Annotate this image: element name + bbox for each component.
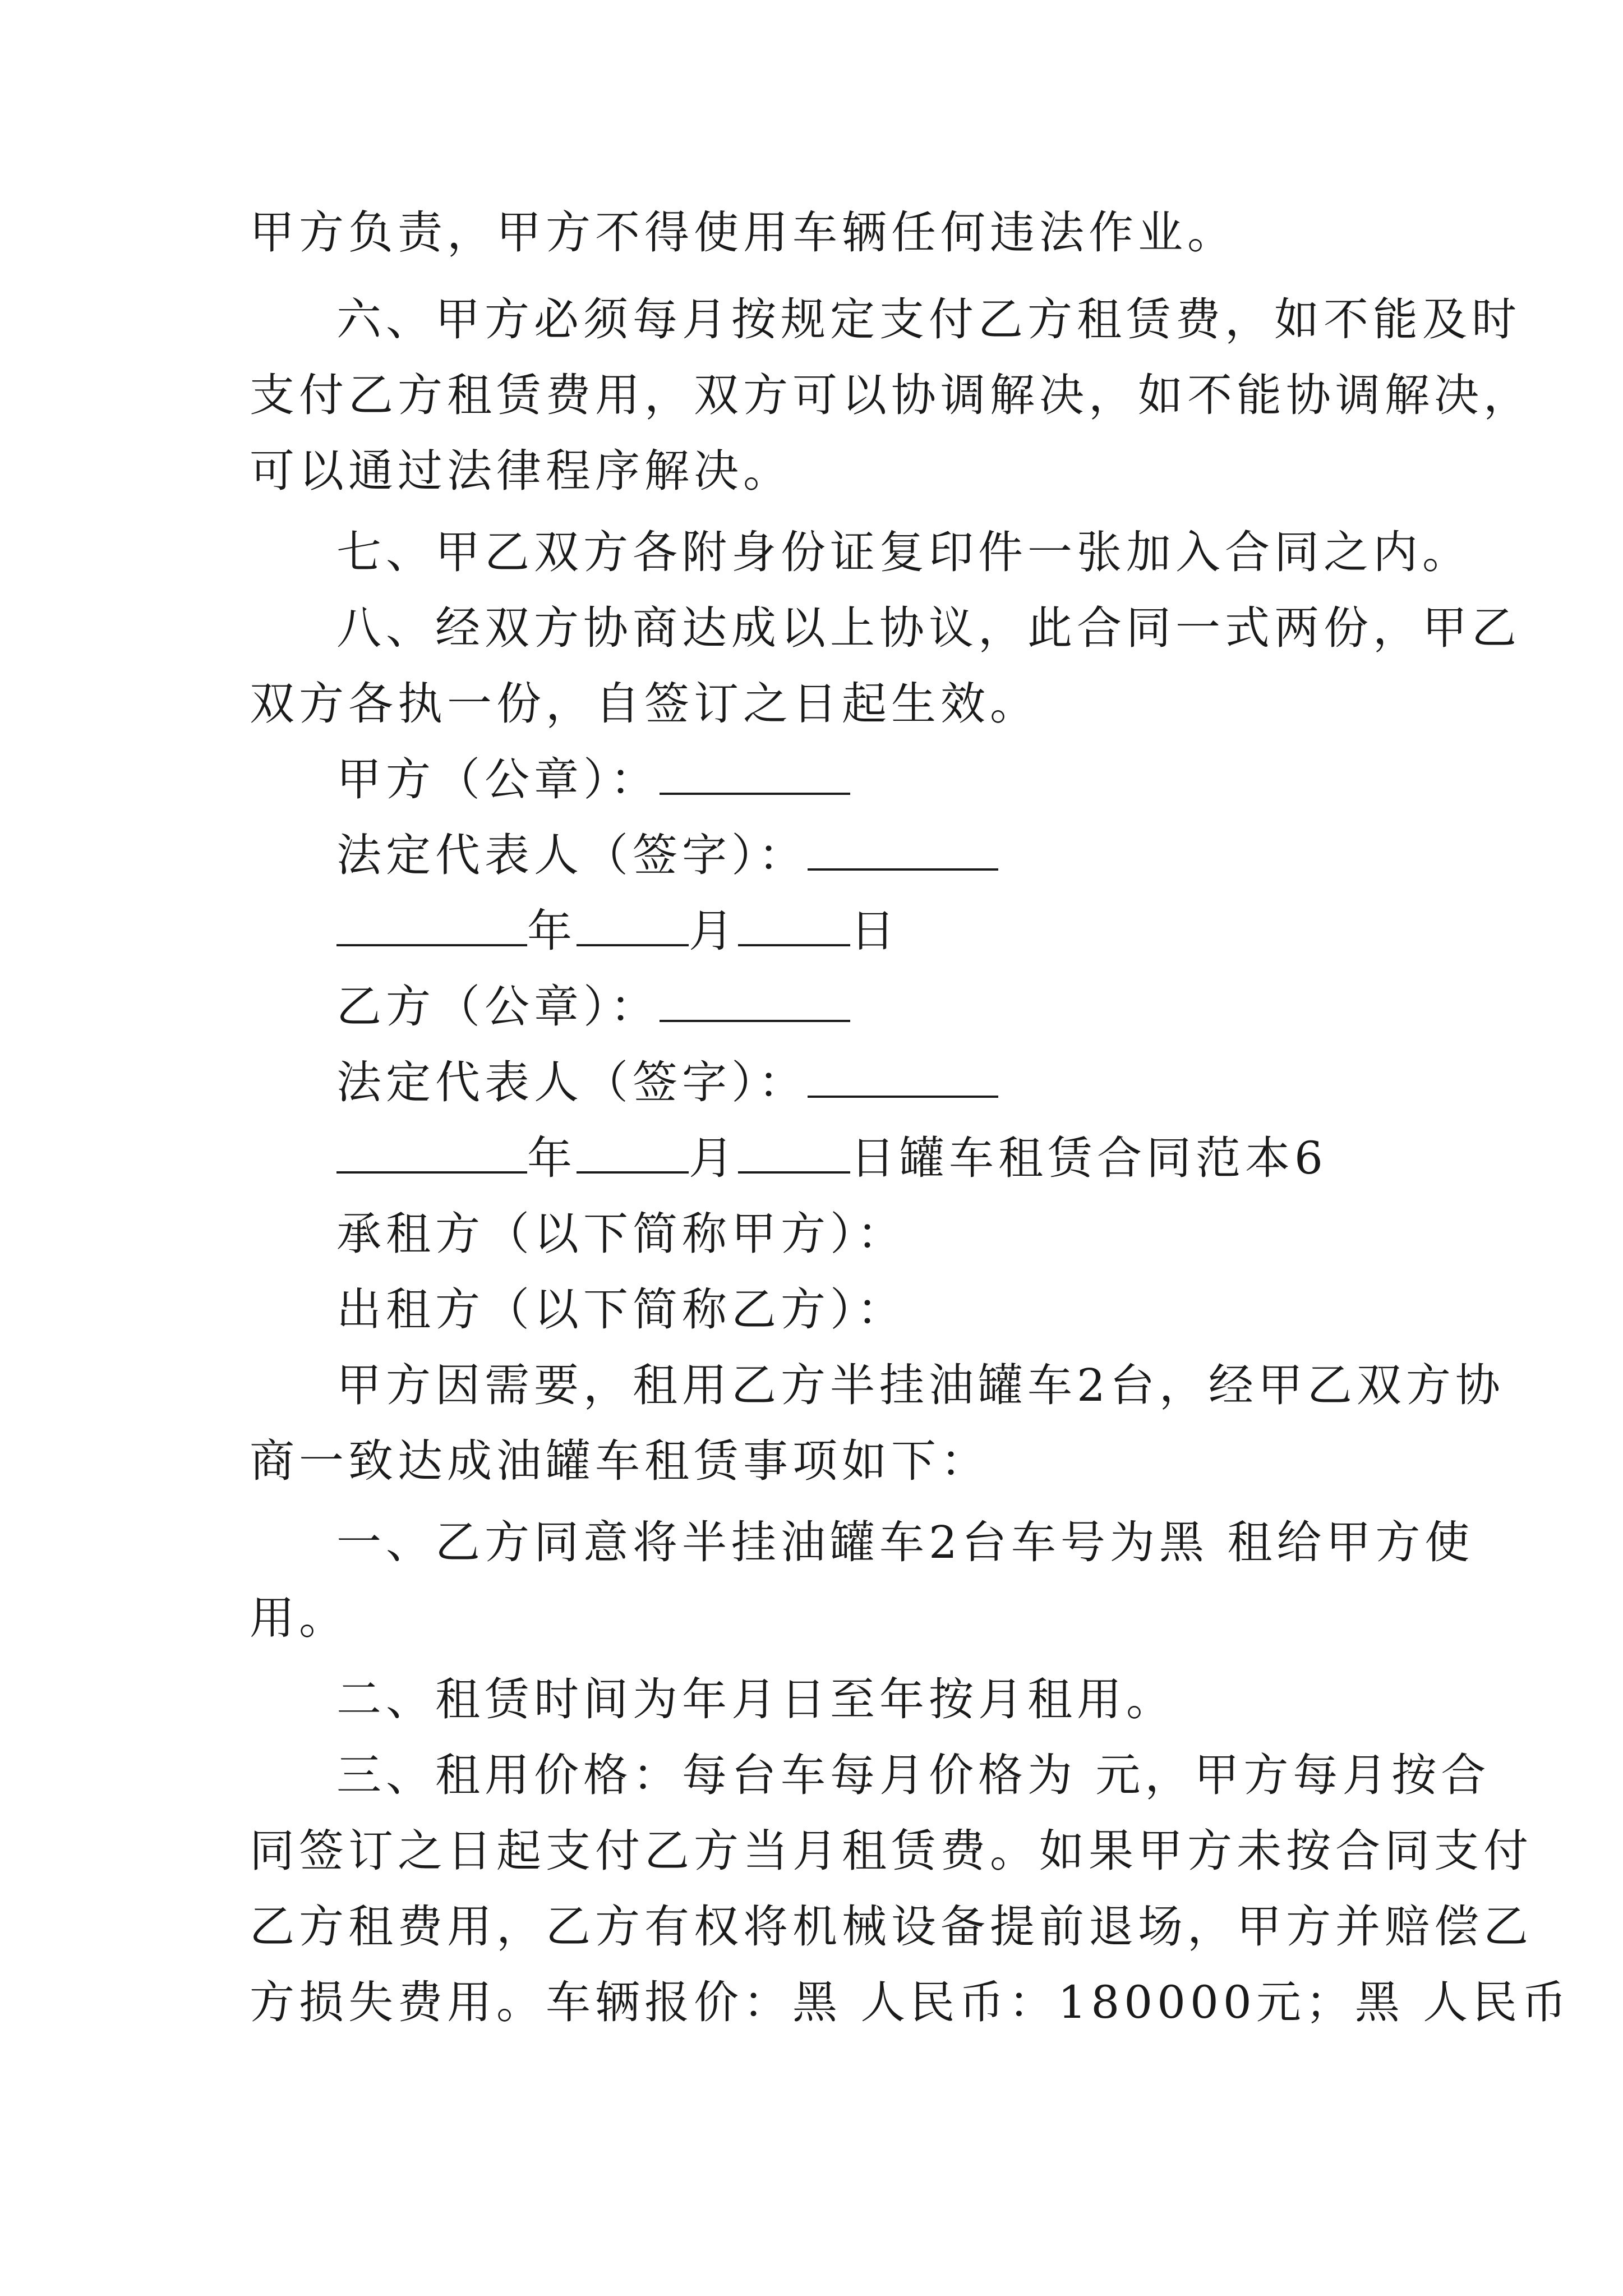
intro-line-2: 商一致达成油罐车租赁事项如下： (250, 1435, 990, 1487)
party-a-seal-label: 甲方（公章）： (336, 753, 660, 806)
clause-1-line-2: 用。 (250, 1592, 348, 1644)
party-b-date-line (336, 1130, 1481, 1186)
year-blank[interactable] (336, 1132, 527, 1174)
day-label: 日 (850, 905, 900, 957)
month-label: 月 (689, 1132, 738, 1184)
clause-3-line-2: 同签订之日起支付乙方当月租赁费。如果甲方未按合同支付 (250, 1825, 1533, 1877)
clause-2: 二、租赁时间为年月日至年按月租用。 (336, 1673, 1175, 1726)
day-and-title-label: 日罐车租赁合同范本6 (850, 1132, 1327, 1184)
clause-3-line-1: 三、租用价格：每台车每月价格为 元，甲方每月按合 (336, 1749, 1491, 1801)
month-label: 月 (689, 905, 738, 957)
intro-line-1: 甲方因需要，租用乙方半挂油罐车2台，经甲乙双方协 (336, 1359, 1505, 1411)
clause-6-line-2: 支付乙方租赁费用，双方可以协调解决，如不能协调解决， (250, 369, 1533, 421)
party-a-rep-line (336, 827, 1481, 884)
lessee-line: 承租方（以下简称甲方）： (336, 1208, 906, 1260)
year-label: 年 (527, 1132, 577, 1184)
clause-3-line-3: 乙方租费用，乙方有权将机械设备提前退场，甲方并赔偿乙 (250, 1901, 1533, 1953)
signature-blank[interactable] (808, 1056, 998, 1098)
party-b-seal-line (336, 979, 1481, 1035)
day-blank[interactable] (738, 1132, 850, 1174)
signature-blank[interactable] (660, 981, 850, 1022)
text-line: 甲方负责，甲方不得使用车辆任何违法作业。 (250, 206, 1237, 259)
clause-1-line-1: 一、乙方同意将半挂油罐车2台车号为黑 租给甲方使 (336, 1516, 1474, 1568)
party-b-rep-label: 法定代表人（签字）： (336, 1056, 808, 1108)
party-a-date-line (336, 903, 1481, 959)
signature-blank[interactable] (660, 753, 850, 795)
signature-blank[interactable] (808, 829, 998, 871)
month-blank[interactable] (577, 905, 689, 946)
party-a-seal-line (336, 752, 1481, 808)
lessor-line: 出租方（以下简称乙方）： (336, 1283, 906, 1336)
clause-6-line-3: 可以通过法律程序解决。 (250, 445, 792, 497)
clause-8-line-2: 双方各执一份，自签订之日起生效。 (250, 678, 1039, 730)
year-blank[interactable] (336, 905, 527, 946)
clause-8-line-1: 八、经双方协商达成以上协议，此合同一式两份，甲乙 (336, 602, 1521, 654)
clause-3-line-4: 方损失费用。车辆报价：黑 人民币：180000元；黑 人民币 (250, 1976, 1571, 2028)
clause-6-line-1: 六、甲方必须每月按规定支付乙方租赁费，如不能及时 (336, 293, 1521, 346)
clause-7: 七、甲乙双方各附身份证复印件一张加入合同之内。 (336, 526, 1472, 578)
party-a-rep-label: 法定代表人（签字）： (336, 829, 808, 881)
year-label: 年 (527, 905, 577, 957)
party-b-rep-line (336, 1055, 1481, 1111)
month-blank[interactable] (577, 1132, 689, 1174)
day-blank[interactable] (738, 905, 850, 946)
party-b-seal-label: 乙方（公章）： (336, 981, 660, 1033)
